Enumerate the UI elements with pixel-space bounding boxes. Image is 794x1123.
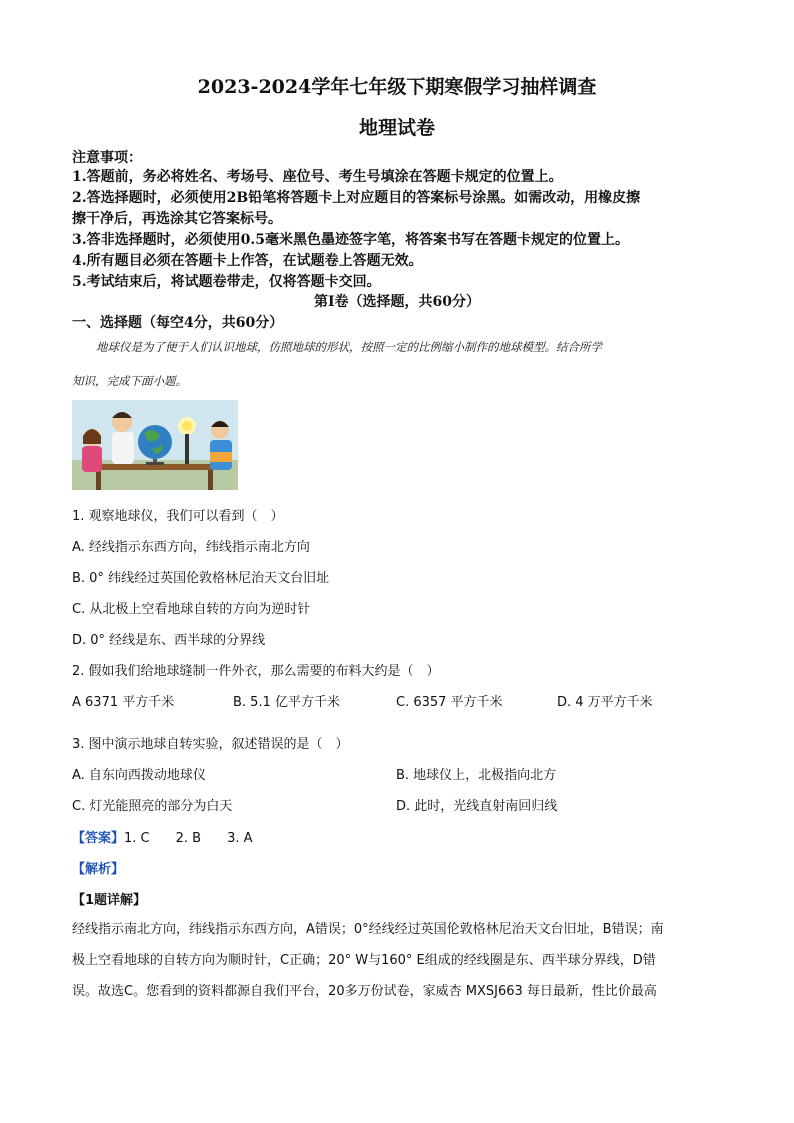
question-2-option-c[interactable]: C. 6357 平方千米 <box>396 695 503 710</box>
answer-line <box>72 827 253 846</box>
part1-title: 第Ⅰ卷（选择题，共60分） <box>313 294 481 310</box>
question-2-stem: 2. 假如我们给地球缝制一件外衣，那么需要的布料大约是（ ） <box>72 664 440 679</box>
question-3-option-a[interactable]: A. 自东向西拨动地球仪 <box>72 768 206 783</box>
question-3-stem: 3. 图中演示地球自转实验，叙述错误的是（ ） <box>72 737 349 752</box>
section-heading: 一、选择题（每空4分，共60分） <box>72 315 284 331</box>
question-1-option-c[interactable]: C. 从北极上空看地球自转的方向为逆时针 <box>72 602 311 617</box>
globe-experiment-illustration <box>72 400 238 490</box>
exam-title: 2023-2024学年七年级下期寒假学习抽样调查 <box>197 76 597 98</box>
analysis-line <box>72 858 124 877</box>
notice-heading: 注意事项： <box>72 150 142 166</box>
notice-item-4: 4.所有题目必须在答题卡上作答，在试题卷上答题无效。 <box>72 253 423 269</box>
notice-item-2-cont: 擦干净后，再选涂其它答案标号。 <box>72 211 282 227</box>
passage-line-2: 知识，完成下面小题。 <box>72 374 187 388</box>
question-2-option-d[interactable]: D. 4 万平方千米 <box>557 695 653 710</box>
question-1-option-a[interactable]: A. 经线指示东西方向，纬线指示南北方向 <box>72 540 310 555</box>
explanation-line-2: 极上空看地球的自转方向为顺时针，C正确；20° W与160° E组成的经线圈是东、西半球分界线，D错 <box>72 953 656 968</box>
explanation-line-1: 经线指示南北方向，纬线指示东西方向，A错误；0°经线经过英国伦敦格林尼治天文台旧址，B错误；南 <box>72 922 664 937</box>
passage-line-1: 地球仪是为了便于人们认识地球，仿照地球的形状，按照一定的比例缩小制作的地球模型。结合所学 <box>96 340 602 354</box>
analysis-tag: 【解析】 <box>72 862 125 877</box>
notice-item-2: 2.答选择题时，必须使用2B铅笔将答题卡上对应题目的答案标号涂黑。如需改动，用橡皮擦 <box>72 190 641 206</box>
explanation-line-3: 误。故选C。您看到的资料都源自我们平台，20多万份试卷，家威杏 MXSJ663 每日最新，性比价最高 <box>72 984 657 999</box>
question-2-option-a[interactable]: A 6371 平方千米 <box>72 695 175 710</box>
question-3-option-d[interactable]: D. 此时，光线直射南回归线 <box>396 799 558 814</box>
notice-item-3: 3.答非选择题时，必须使用0.5毫米黑色墨迹签字笔，将答案书写在答题卡规定的位置上。 <box>72 232 629 248</box>
question-3-option-c[interactable]: C. 灯光能照亮的部分为白天 <box>72 799 233 814</box>
answer-values: 1. C 2. B 3. A <box>124 831 253 846</box>
question-1-option-b[interactable]: B. 0° 纬线经过英国伦敦格林尼治天文台旧址 <box>72 571 330 586</box>
notice-item-1: 1.答题前，务必将姓名、考场号、座位号、考生号填涂在答题卡规定的位置上。 <box>72 169 563 185</box>
question-1-option-d[interactable]: D. 0° 经线是东、西半球的分界线 <box>72 633 266 648</box>
notice-item-5: 5.考试结束后，将试题卷带走，仅将答题卡交回。 <box>72 274 381 290</box>
question-2-option-b[interactable]: B. 5.1 亿平方千米 <box>233 695 340 710</box>
question-1-stem: 1. 观察地球仪，我们可以看到（ ） <box>72 509 284 524</box>
exam-subject: 地理试卷 <box>358 117 435 139</box>
answer-tag: 【答案】 <box>72 831 125 846</box>
detail-heading: 【1题详解】 <box>72 893 147 908</box>
question-3-option-b[interactable]: B. 地球仪上，北极指向北方 <box>396 768 557 783</box>
